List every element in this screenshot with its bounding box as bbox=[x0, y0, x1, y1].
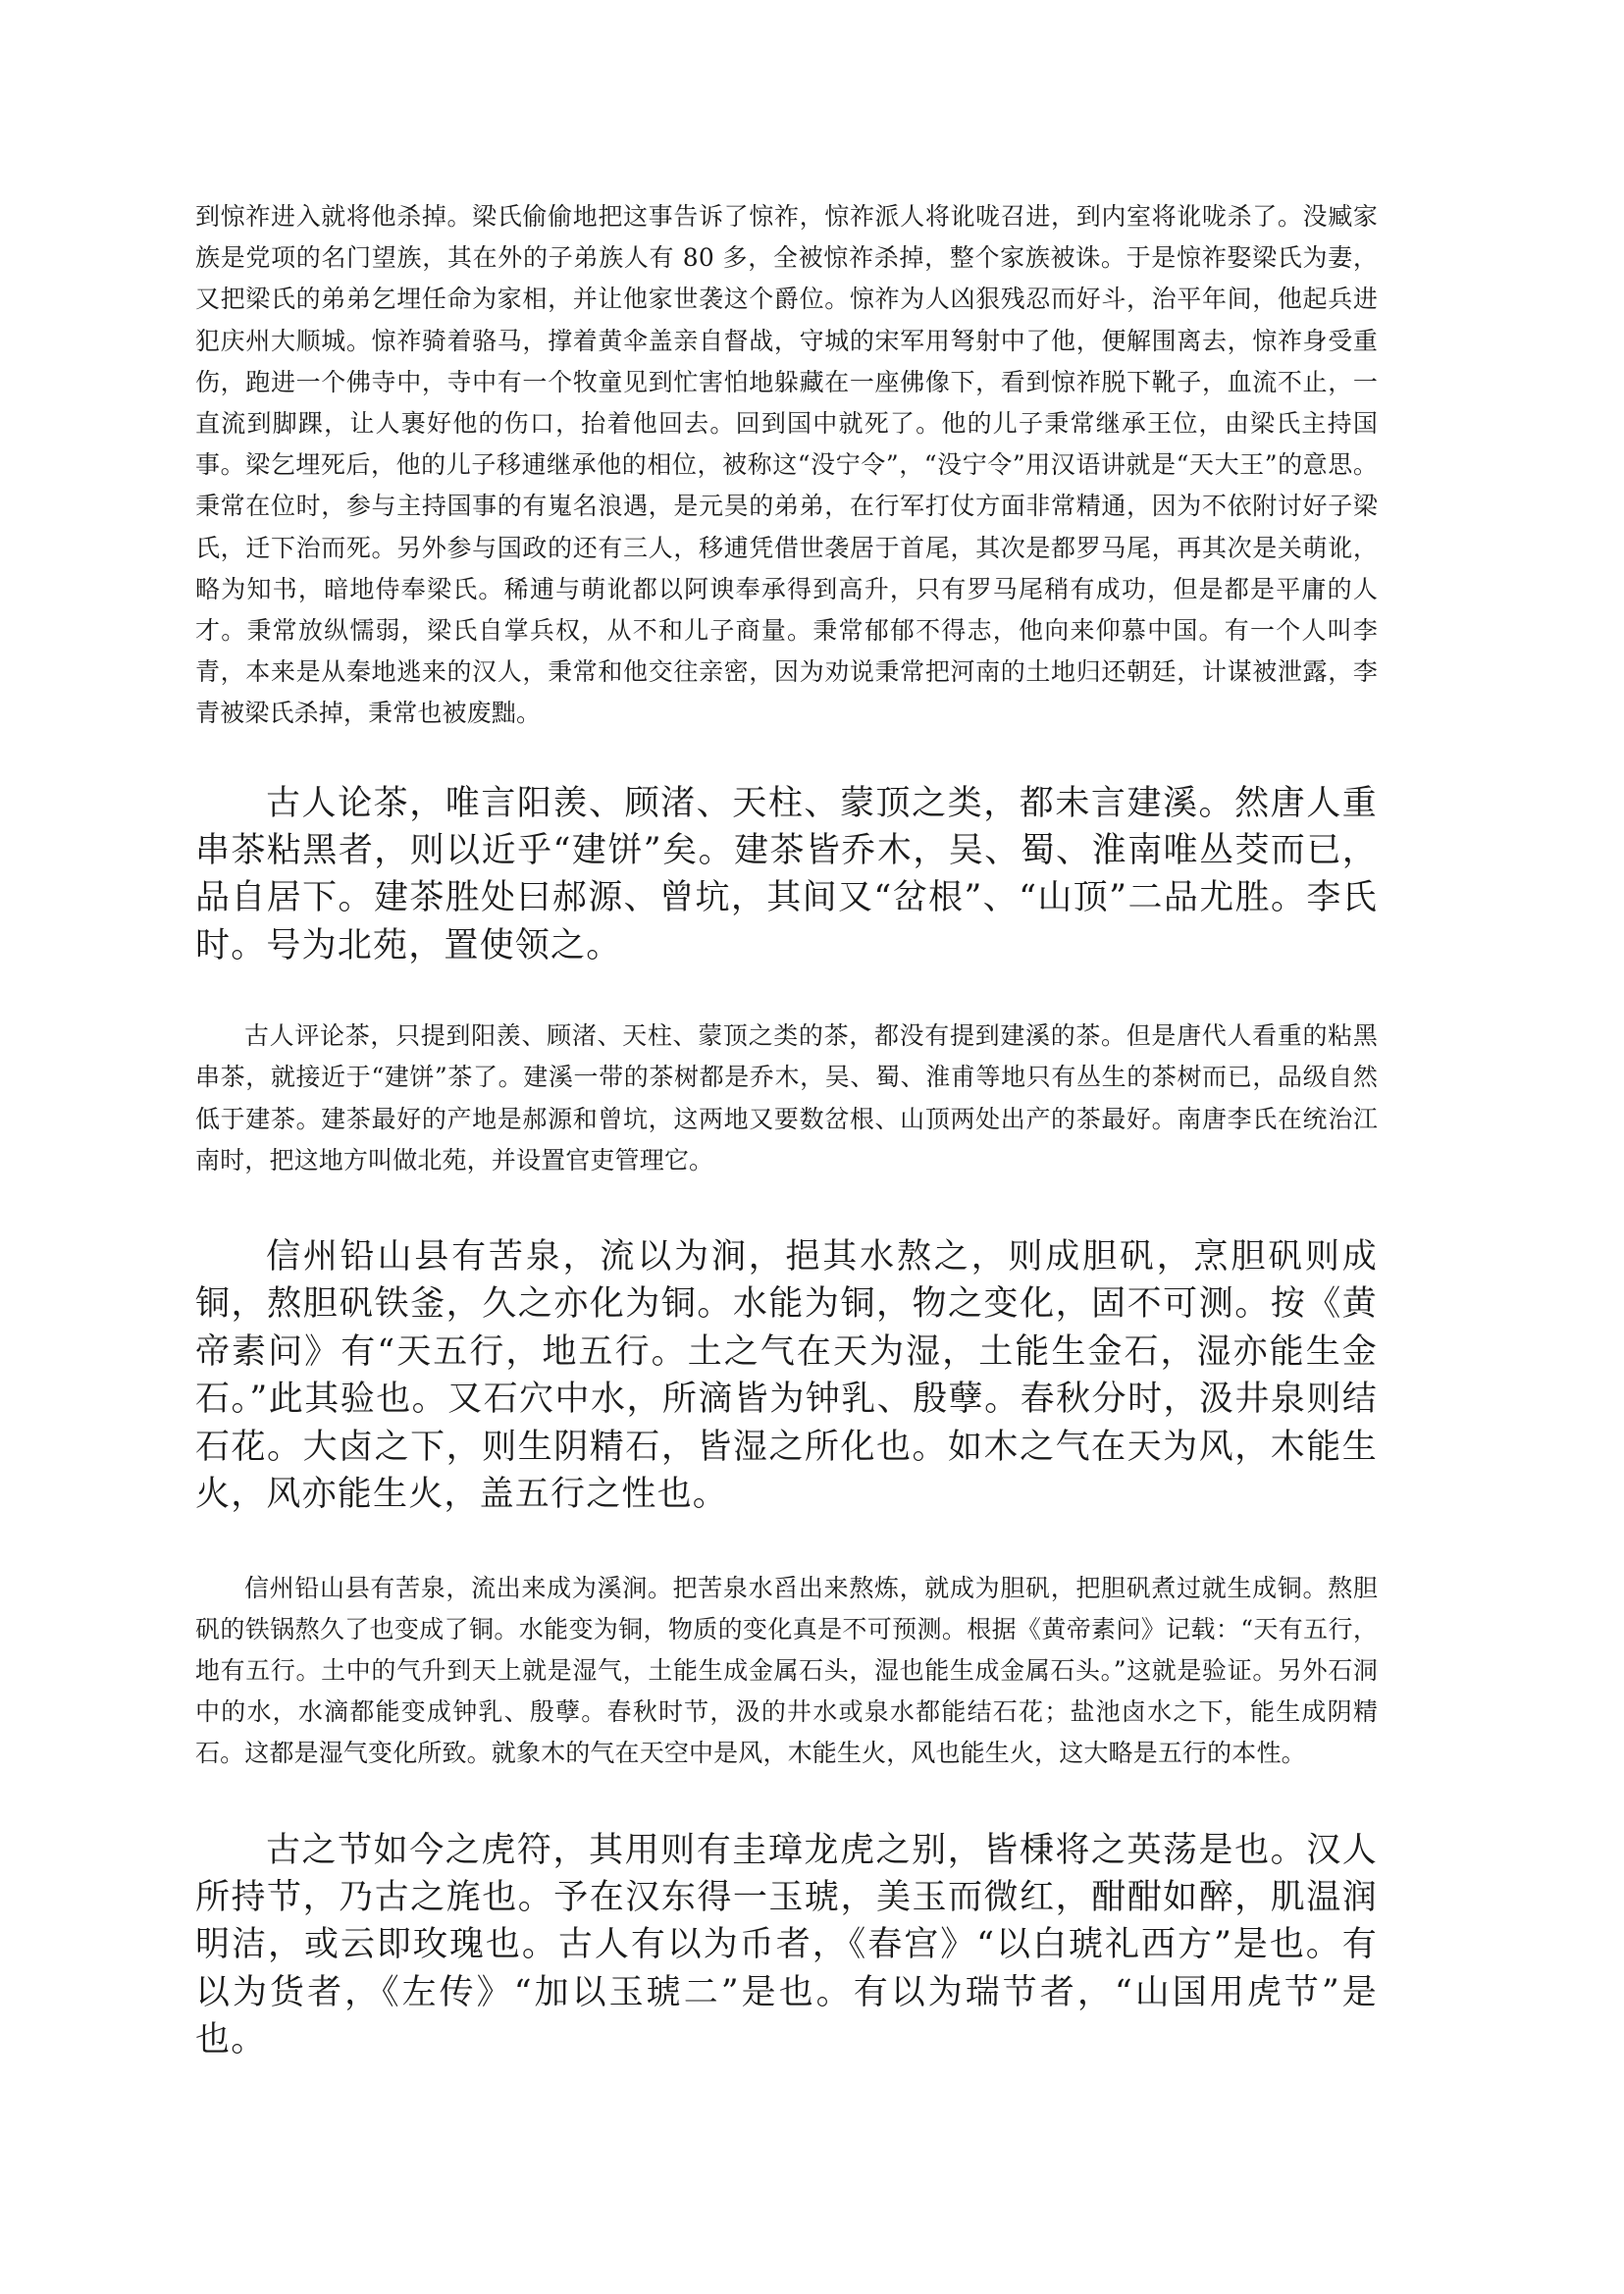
original-paragraph-jade-tiger: 古之节如今之虎符，其用则有圭璋龙虎之别，皆棅将之英荡是也。汉人所持节，乃古之旄也。予在汉东得一玉琥，美玉而微红，酣酣如醉，肌温润明洁，或云即玫瑰也。古人有以为币者，《春宫》“以白琥礼西方”是也。有以为货者，《左传》“加以玉琥二”是也。有以为瑞节者，“山国用虎节”是也。 bbox=[195, 1830, 1378, 2060]
translation-paragraph-tea: 古人评论茶，只提到阳羡、顾渚、天柱、蒙顶之类的茶，都没有提到建溪的茶。但是唐代人看重的粘黑串茶，就接近于“建饼”茶了。建溪一带的茶树都是乔木，吴、蜀、淮甫等地只有丛生的茶树而已，品级自然低于建茶。建茶最好的产地是郝源和曾坑，这两地又要数岔根、山顶两处出产的茶最好。南唐李氏在统治江南时，把这地方叫做北苑，并设置官吏管理它。 bbox=[195, 1021, 1378, 1174]
document-page bbox=[195, 196, 1378, 2064]
original-paragraph-tea: 古人论茶，唯言阳羡、顾渚、天柱、蒙顶之类，都未言建溪。然唐人重串茶粘黑者，则以近乎“建饼”矣。建茶皆乔木，吴、蜀、淮南唯丛茭而已，品自居下。建茶胜处曰郝源、曾坑，其间又“岔根”、“山顶”二品尤胜。李氏时。号为北苑，置使领之。 bbox=[195, 783, 1378, 965]
translation-paragraph-xia-history: 到惊祚进入就将他杀掉。梁氏偷偷地把这事告诉了惊祚，惊祚派人将讹咙召进，到内室将讹咙杀了。没臧家族是党项的名门望族，其在外的子弟族人有 80 多，全被惊祚杀掉，整个家族被诛。于是惊祚娶梁氏为妻，又把梁氏的弟弟乞埋任命为家相，并让他家世袭这个爵位。惊祚为人凶狠残忍而好斗，治平年间，他起兵进犯庆州大顺城。惊祚骑着骆马，撑着黄伞盖亲自督战，守城的宋军用弩射中了他，便解围离去，惊祚身受重伤，跑进一个佛寺中，寺中有一个牧童见到忙害怕地躲藏在一座佛像下，看到惊祚脱下靴子，血流不止，一直流到脚踝，让人裹好他的伤口，抬着他回去。回到国中就死了。他的儿子秉常继承王位，由梁氏主持国事。梁乞埋死后，他的儿子移逋继承他的相位，被称这“没宁令”，“没宁令”用汉语讲就是“天大王”的意思。秉常在位时，参与主持国事的有嵬名浪遇，是元昊的弟弟，在行军打仗方面非常精通，因为不依附讨好子梁氏，迁下治而死。另外参与国政的还有三人，移逋凭借世袭居于首尾，其次是都罗马尾，再其次是关萌讹，略为知书，暗地侍奉梁氏。稀逋与萌讹都以阿谀奉承得到高升，只有罗马尾稍有成功，但是都是平庸的人才。秉常放纵懦弱，梁氏自掌兵权，从不和儿子商量。秉常郁郁不得志，他向来仰慕中国。有一个人叫李青，本来是从秦地逃来的汉人，秉常和他交往亲密，因为劝说秉常把河南的土地归还朝廷，计谋被泄露，李青被梁氏杀掉，秉常也被废黜。 bbox=[195, 202, 1378, 728]
translation-paragraph-bitter-spring: 信州铅山县有苦泉，流出来成为溪涧。把苦泉水舀出来熬炼，就成为胆矾，把胆矾煮过就生成铜。熬胆矾的铁锅熬久了也变成了铜。水能变为铜，物质的变化真是不可预测。根据《黄帝素问》记载：“天有五行，地有五行。土中的气升到天上就是湿气，土能生成金属石头，湿也能生成金属石头。”这就是验证。另外石洞中的水，水滴都能变成钟乳、殷孽。春秋时节，汲的井水或泉水都能结石花；盐池卤水之下，能生成阴精石。这都是湿气变化所致。就象木的气在天空中是风，木能生火，风也能生火，这大略是五行的本性。 bbox=[195, 1573, 1378, 1768]
original-paragraph-bitter-spring: 信州铅山县有苦泉，流以为涧，挹其水熬之，则成胆矾，烹胆矾则成铜，熬胆矾铁釜，久之亦化为铜。水能为铜，物之变化，固不可测。按《黄帝素问》有“天五行，地五行。土之气在天为湿，土能生金石，湿亦能生金石。”此其验也。又石穴中水，所滴皆为钟乳、殷孽。春秋分时，汲井泉则结石花。大卤之下，则生阴精石，皆湿之所化也。如木之气在天为风，木能生火，风亦能生火，盖五行之性也。 bbox=[195, 1237, 1378, 1515]
